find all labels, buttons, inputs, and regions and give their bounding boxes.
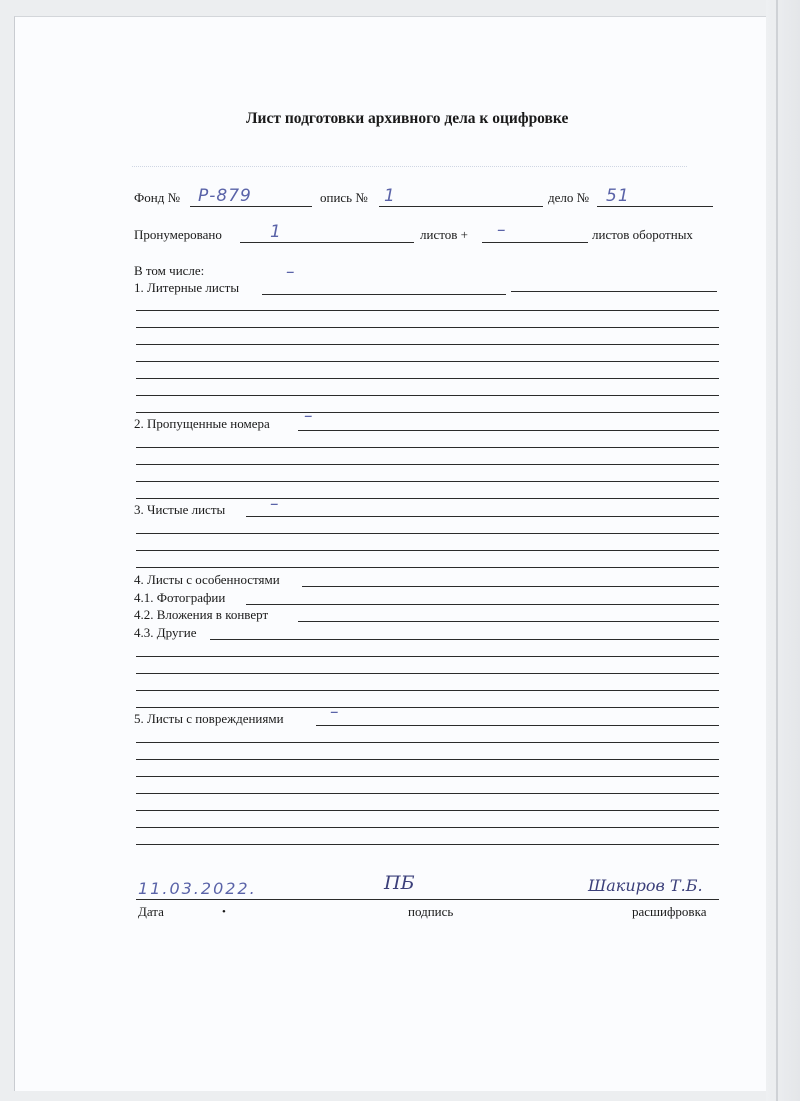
blank-line-3 — [136, 550, 719, 551]
decoding-value: Шакиров Т.Б. — [588, 876, 703, 895]
opis-value: 1 — [384, 186, 396, 206]
damaged-line-3 — [136, 759, 719, 760]
damaged-line-4 — [136, 776, 719, 777]
delo-value: 51 — [606, 186, 630, 206]
other-line-4 — [136, 690, 719, 691]
blank-value: – — [270, 494, 280, 514]
reverse-label: листов оборотных — [592, 227, 693, 242]
damaged-line-8 — [136, 844, 719, 845]
literal-line-4 — [136, 327, 719, 328]
missing-line-5 — [136, 498, 719, 499]
ink-dot: • — [222, 906, 226, 918]
literal-line-9 — [136, 412, 719, 413]
scan-edge — [766, 0, 800, 1101]
signature-label: подпись — [408, 904, 454, 919]
fond-value: Р-879 — [198, 186, 252, 206]
date-value: 11.03.2022. — [138, 879, 257, 898]
blank-line-2 — [136, 533, 719, 534]
literal-label: 1. Литерные листы — [134, 280, 240, 295]
damaged-line-6 — [136, 810, 719, 811]
opis-label: опись № — [320, 190, 368, 205]
document-sheet — [14, 16, 781, 1091]
reverse-value: – — [497, 220, 507, 240]
special-line — [302, 586, 719, 587]
sheets-plus-label: листов + — [420, 227, 468, 242]
damaged-value: – — [330, 702, 340, 722]
missing-line-4 — [136, 481, 719, 482]
opis-line — [379, 206, 543, 207]
damaged-line — [316, 725, 719, 726]
signature: ПБ — [384, 872, 415, 894]
fond-line — [190, 206, 312, 207]
date-label: Дата — [138, 904, 164, 919]
missing-label: 2. Пропущенные номера — [134, 416, 270, 431]
special-label: 4. Листы с особенностями — [134, 572, 280, 587]
literal-value: – — [286, 262, 296, 282]
photos-label: 4.1. Фотографии — [134, 590, 226, 605]
literal-line-2 — [511, 291, 717, 292]
reverse-line — [482, 242, 588, 243]
other-line-5 — [136, 707, 719, 708]
damaged-line-5 — [136, 793, 719, 794]
numbered-value: 1 — [270, 222, 282, 242]
document-title: Лист подготовки архивного дела к оцифровке — [246, 110, 569, 127]
delo-line — [597, 206, 713, 207]
blank-line — [246, 516, 719, 517]
other-label: 4.3. Другие — [134, 625, 197, 640]
missing-line-2 — [136, 447, 719, 448]
other-line-3 — [136, 673, 719, 674]
delo-label: дело № — [548, 190, 590, 205]
fond-label: Фонд № — [134, 190, 180, 205]
including-label: В том числе: — [134, 263, 205, 278]
bleed-through-line — [132, 166, 687, 167]
numbered-line — [240, 242, 414, 243]
damaged-line-2 — [136, 742, 719, 743]
footer-line — [136, 899, 719, 900]
literal-line-5 — [136, 344, 719, 345]
literal-line-6 — [136, 361, 719, 362]
literal-line-3 — [136, 310, 719, 311]
decoding-label: расшифровка — [632, 904, 707, 919]
damaged-line-7 — [136, 827, 719, 828]
blank-label: 3. Чистые листы — [134, 502, 226, 517]
blank-line-4 — [136, 567, 719, 568]
photos-line — [246, 604, 719, 605]
envelope-label: 4.2. Вложения в конверт — [134, 607, 269, 622]
other-line-2 — [136, 656, 719, 657]
damaged-label: 5. Листы с повреждениями — [134, 711, 284, 726]
numbered-label: Пронумеровано — [134, 227, 222, 242]
missing-line — [298, 430, 719, 431]
literal-line-7 — [136, 378, 719, 379]
envelope-line — [298, 621, 719, 622]
missing-value: – — [304, 406, 314, 426]
missing-line-3 — [136, 464, 719, 465]
literal-line — [262, 294, 506, 295]
other-line — [210, 639, 719, 640]
literal-line-8 — [136, 395, 719, 396]
